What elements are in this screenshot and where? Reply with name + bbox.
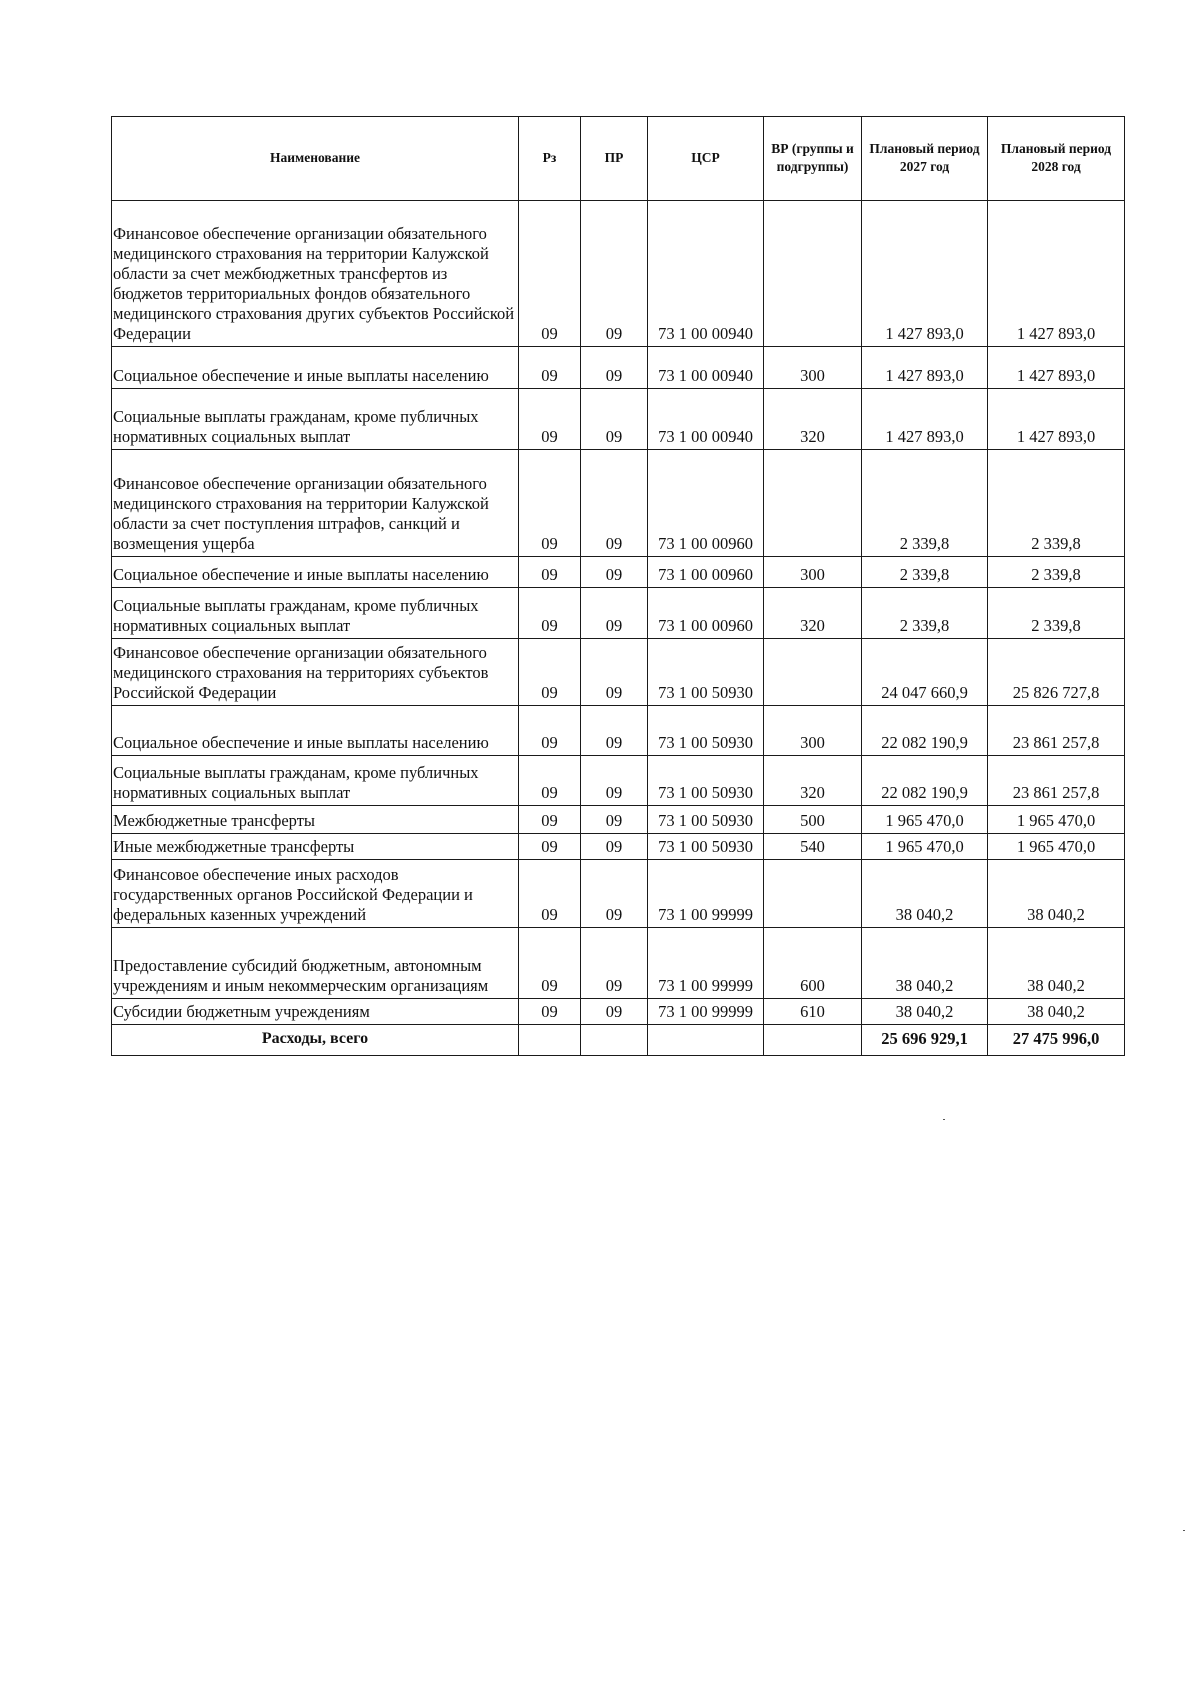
table-row	[112, 806, 1125, 834]
row-value-2028: 1 965 470,0	[988, 806, 1125, 834]
row-pr: 09	[581, 557, 648, 588]
row-vr: 320	[764, 756, 862, 806]
total-pr-empty	[581, 1025, 648, 1056]
row-pr: 09	[581, 639, 648, 706]
row-value-2028: 1 965 470,0	[988, 834, 1125, 860]
total-vr-empty	[764, 1025, 862, 1056]
row-name: Социальное обеспечение и иные выплаты населению	[112, 706, 519, 756]
row-pr: 09	[581, 450, 648, 557]
row-csr: 73 1 00 50930	[648, 706, 764, 756]
row-value-2028: 1 427 893,0	[988, 389, 1125, 450]
row-pr: 09	[581, 860, 648, 928]
table-row	[112, 201, 1125, 347]
row-pr: 09	[581, 834, 648, 860]
row-value-2028: 1 427 893,0	[988, 347, 1125, 389]
row-name: Финансовое обеспечение иных расходов государственных органов Российской Федерации и федеральных казенных учреждений	[112, 860, 519, 928]
row-name: Финансовое обеспечение организации обязательного медицинского страхования на территории Калужской области за счет поступления штрафов, санкций и возмещения ущерба	[112, 450, 519, 557]
table-row	[112, 450, 1125, 557]
row-vr: 300	[764, 706, 862, 756]
table-body	[112, 201, 1125, 1056]
row-vr	[764, 639, 862, 706]
header-row	[112, 117, 1125, 201]
budget-table	[111, 116, 1125, 1056]
row-vr	[764, 450, 862, 557]
row-name: Социальные выплаты гражданам, кроме публичных нормативных социальных выплат	[112, 389, 519, 450]
row-value-2027: 2 339,8	[862, 557, 988, 588]
table-row	[112, 756, 1125, 806]
row-csr: 73 1 00 99999	[648, 928, 764, 999]
table-row	[112, 639, 1125, 706]
row-csr: 73 1 00 00960	[648, 557, 764, 588]
table-row	[112, 389, 1125, 450]
row-value-2028: 23 861 257,8	[988, 756, 1125, 806]
row-value-2028: 38 040,2	[988, 999, 1125, 1025]
header-plan-2027: Плановый период 2027 год	[862, 117, 988, 201]
row-csr: 73 1 00 00960	[648, 588, 764, 639]
row-csr: 73 1 00 99999	[648, 860, 764, 928]
header-pr: ПР	[581, 117, 648, 201]
row-rz: 09	[519, 706, 581, 756]
row-value-2027: 2 339,8	[862, 588, 988, 639]
row-value-2027: 38 040,2	[862, 860, 988, 928]
row-value-2027: 1 427 893,0	[862, 347, 988, 389]
row-rz: 09	[519, 806, 581, 834]
row-pr: 09	[581, 201, 648, 347]
row-vr: 320	[764, 389, 862, 450]
row-name: Социальные выплаты гражданам, кроме публичных нормативных социальных выплат	[112, 588, 519, 639]
row-csr: 73 1 00 00960	[648, 450, 764, 557]
row-rz: 09	[519, 557, 581, 588]
total-csr-empty	[648, 1025, 764, 1056]
row-csr: 73 1 00 50930	[648, 756, 764, 806]
row-name: Финансовое обеспечение организации обязательного медицинского страхования на территориях субъектов Российской Федерации	[112, 639, 519, 706]
row-rz: 09	[519, 347, 581, 389]
row-pr: 09	[581, 588, 648, 639]
row-value-2027: 1 965 470,0	[862, 834, 988, 860]
total-rz-empty	[519, 1025, 581, 1056]
row-rz: 09	[519, 928, 581, 999]
row-rz: 09	[519, 588, 581, 639]
table-row	[112, 706, 1125, 756]
row-value-2027: 1 427 893,0	[862, 201, 988, 347]
scan-speck	[943, 1119, 945, 1120]
row-value-2027: 24 047 660,9	[862, 639, 988, 706]
row-value-2028: 23 861 257,8	[988, 706, 1125, 756]
row-name: Социальные выплаты гражданам, кроме публичных нормативных социальных выплат	[112, 756, 519, 806]
row-name: Социальное обеспечение и иные выплаты населению	[112, 557, 519, 588]
header-csr: ЦСР	[648, 117, 764, 201]
total-value-2027: 25 696 929,1	[862, 1025, 988, 1056]
row-value-2027: 1 965 470,0	[862, 806, 988, 834]
header-name: Наименование	[112, 117, 519, 201]
row-name: Финансовое обеспечение организации обязательного медицинского страхования на территории Калужской области за счет межбюджетных трансфертов из бюджетов территориальных фондов обязательного медицинского страхования других субъектов Российской Федерации	[112, 201, 519, 347]
table-row	[112, 588, 1125, 639]
row-csr: 73 1 00 50930	[648, 639, 764, 706]
row-rz: 09	[519, 834, 581, 860]
row-vr: 540	[764, 834, 862, 860]
table-row	[112, 834, 1125, 860]
row-name: Иные межбюджетные трансферты	[112, 834, 519, 860]
table-row	[112, 999, 1125, 1025]
table-row	[112, 860, 1125, 928]
row-rz: 09	[519, 639, 581, 706]
row-rz: 09	[519, 756, 581, 806]
row-vr: 320	[764, 588, 862, 639]
row-vr: 300	[764, 557, 862, 588]
row-value-2028: 2 339,8	[988, 557, 1125, 588]
row-pr: 09	[581, 347, 648, 389]
header-plan-2028: Плановый период 2028 год	[988, 117, 1125, 201]
row-value-2028: 2 339,8	[988, 588, 1125, 639]
row-name: Предоставление субсидий бюджетным, автономным учреждениям и иным некоммерческим организациям	[112, 928, 519, 999]
row-value-2027: 38 040,2	[862, 928, 988, 999]
scan-speck	[1183, 1530, 1185, 1531]
row-vr: 500	[764, 806, 862, 834]
row-value-2028: 25 826 727,8	[988, 639, 1125, 706]
row-name: Субсидии бюджетным учреждениям	[112, 999, 519, 1025]
row-pr: 09	[581, 999, 648, 1025]
total-value-2028: 27 475 996,0	[988, 1025, 1125, 1056]
row-pr: 09	[581, 806, 648, 834]
row-pr: 09	[581, 706, 648, 756]
row-csr: 73 1 00 99999	[648, 999, 764, 1025]
row-value-2027: 38 040,2	[862, 999, 988, 1025]
row-value-2028: 2 339,8	[988, 450, 1125, 557]
total-label: Расходы, всего	[112, 1025, 519, 1056]
row-pr: 09	[581, 928, 648, 999]
row-rz: 09	[519, 201, 581, 347]
header-rz: Рз	[519, 117, 581, 201]
row-value-2027: 22 082 190,9	[862, 756, 988, 806]
row-value-2028: 38 040,2	[988, 928, 1125, 999]
row-vr: 610	[764, 999, 862, 1025]
row-vr	[764, 201, 862, 347]
row-value-2027: 1 427 893,0	[862, 389, 988, 450]
total-row	[112, 1025, 1125, 1056]
row-rz: 09	[519, 389, 581, 450]
row-value-2027: 22 082 190,9	[862, 706, 988, 756]
table-row	[112, 928, 1125, 999]
row-vr: 600	[764, 928, 862, 999]
row-value-2028: 1 427 893,0	[988, 201, 1125, 347]
row-csr: 73 1 00 00940	[648, 347, 764, 389]
row-pr: 09	[581, 756, 648, 806]
row-csr: 73 1 00 50930	[648, 806, 764, 834]
table-row	[112, 347, 1125, 389]
row-csr: 73 1 00 00940	[648, 389, 764, 450]
row-rz: 09	[519, 999, 581, 1025]
row-value-2028: 38 040,2	[988, 860, 1125, 928]
header-vr: ВР (группы и подгруппы)	[764, 117, 862, 201]
row-name: Социальное обеспечение и иные выплаты населению	[112, 347, 519, 389]
row-value-2027: 2 339,8	[862, 450, 988, 557]
row-rz: 09	[519, 450, 581, 557]
row-vr	[764, 860, 862, 928]
table-row	[112, 557, 1125, 588]
row-csr: 73 1 00 00940	[648, 201, 764, 347]
row-rz: 09	[519, 860, 581, 928]
row-vr: 300	[764, 347, 862, 389]
row-csr: 73 1 00 50930	[648, 834, 764, 860]
row-name: Межбюджетные трансферты	[112, 806, 519, 834]
row-pr: 09	[581, 389, 648, 450]
